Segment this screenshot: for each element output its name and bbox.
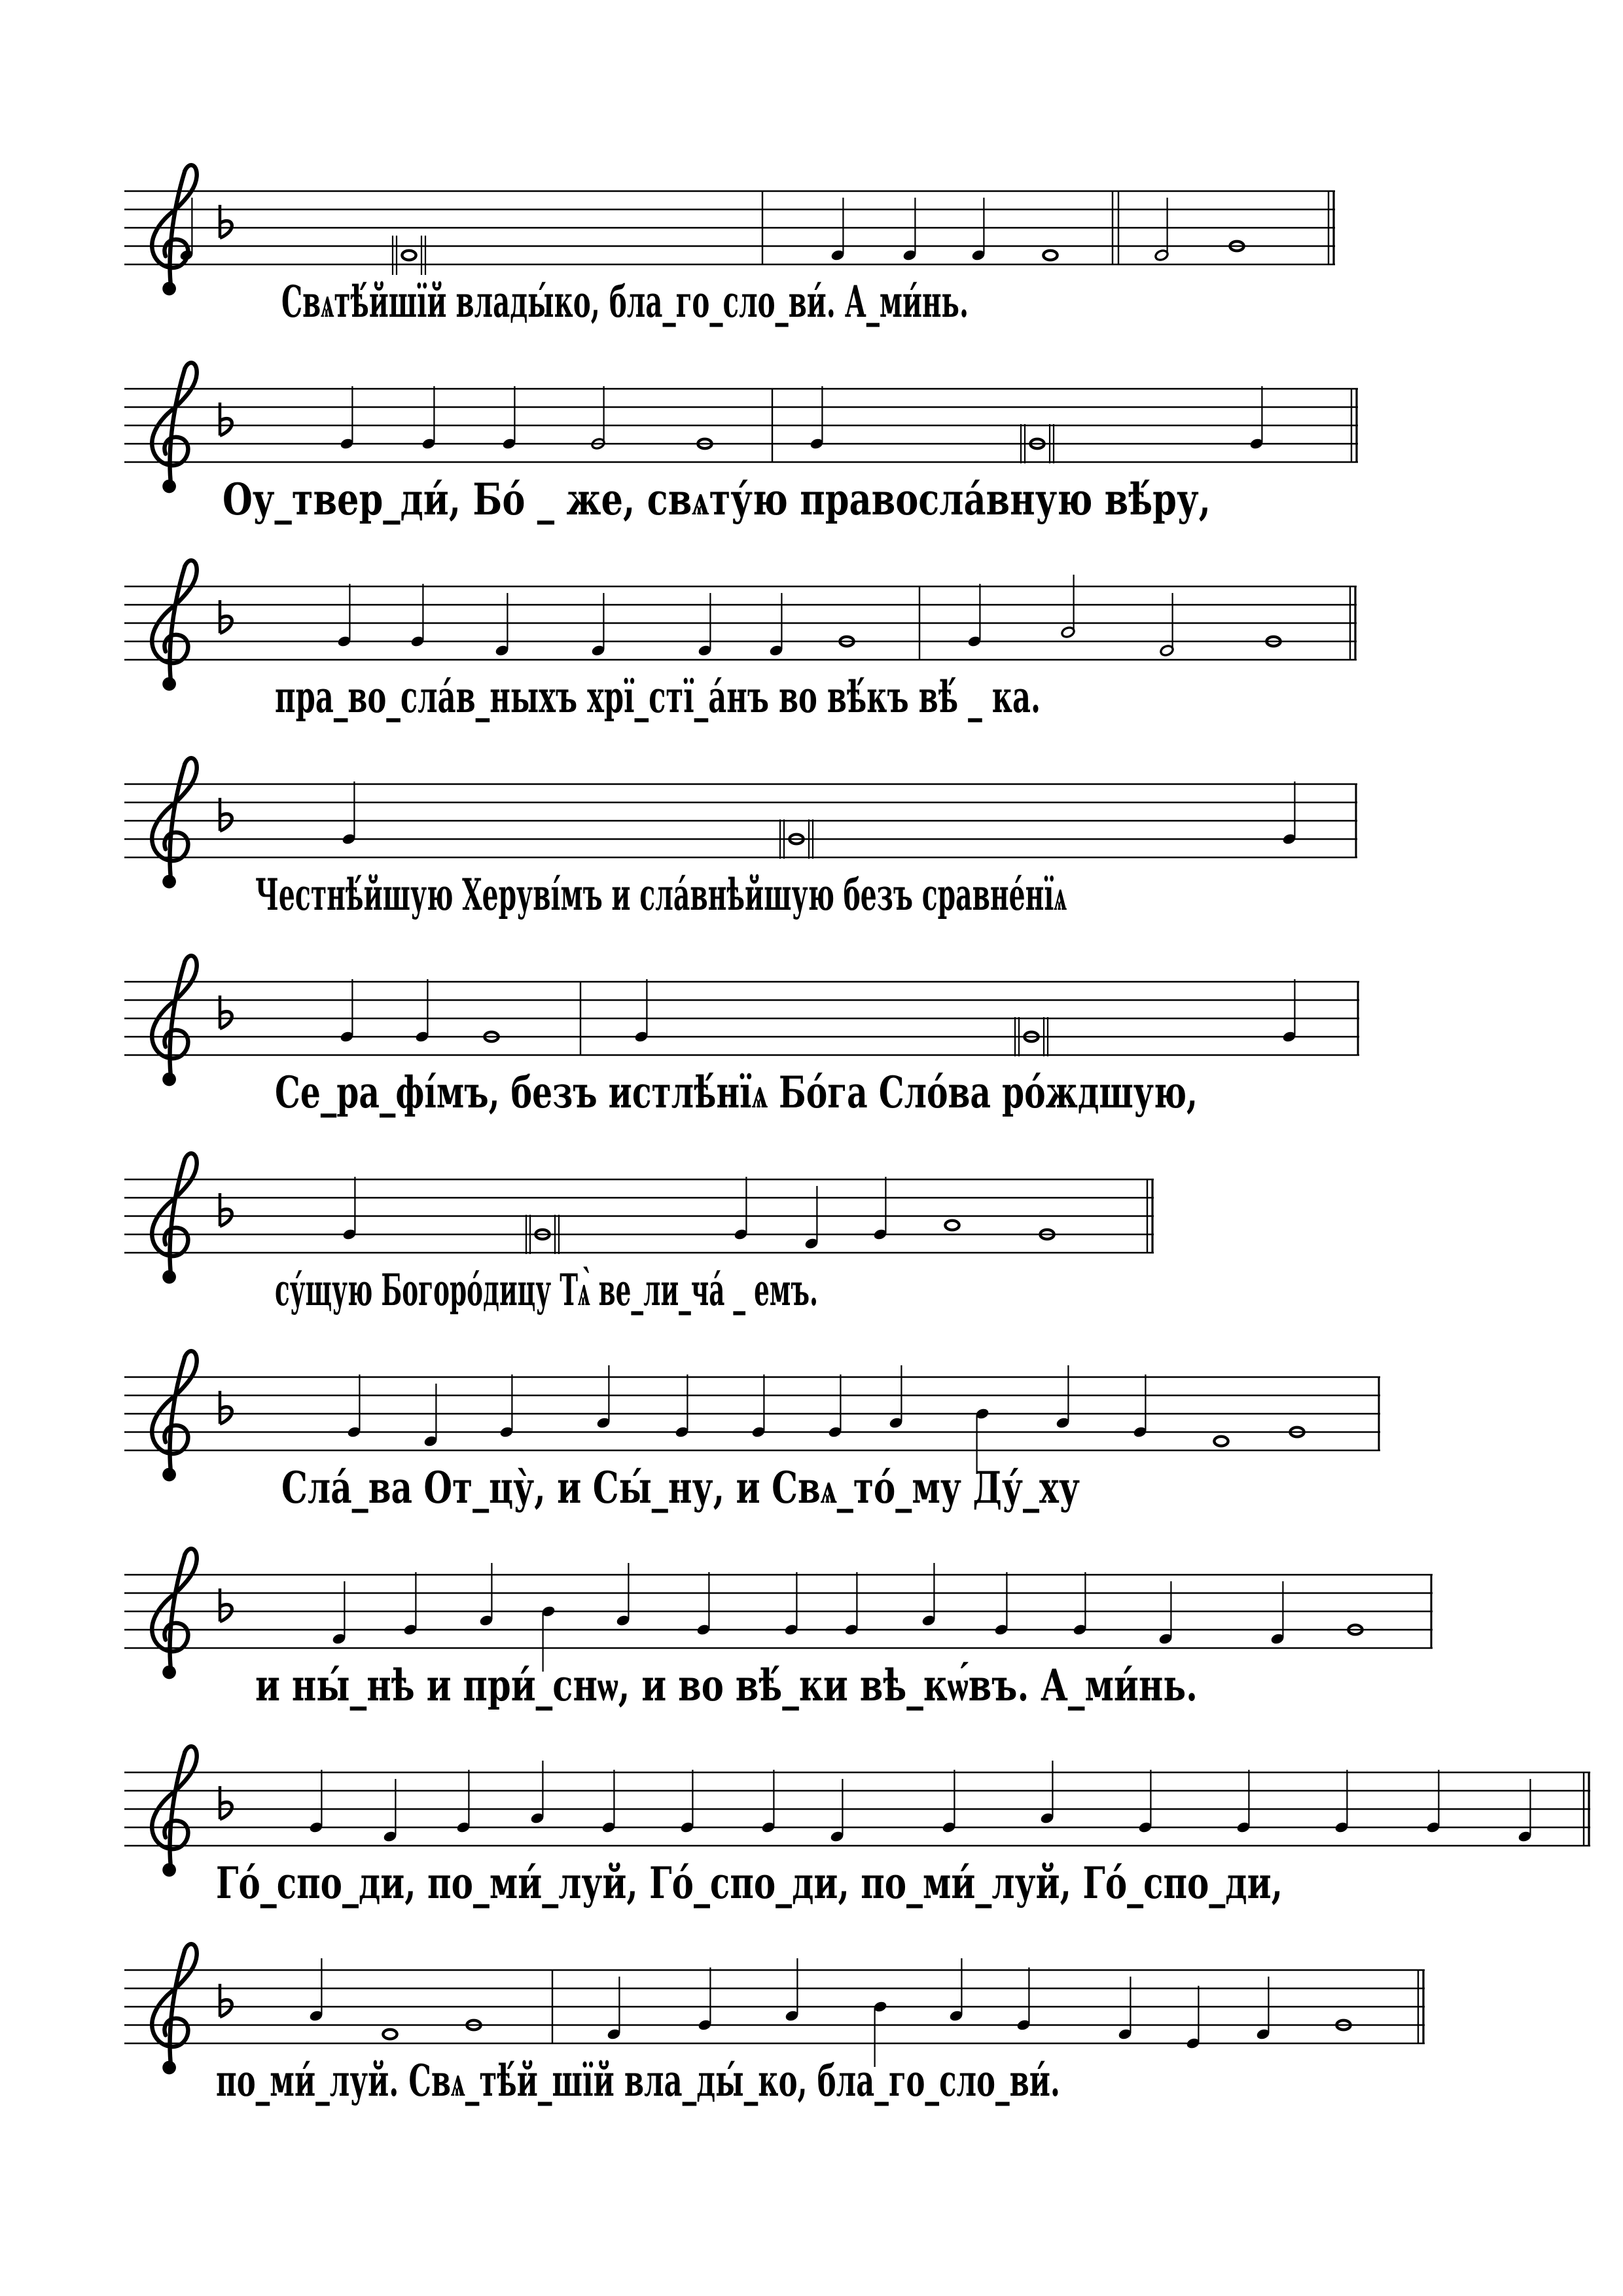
clef-stroke: [170, 1950, 185, 2067]
staff-system-2: [124, 363, 1358, 525]
flat-loop: [220, 1407, 232, 1424]
flat-loop: [220, 1209, 232, 1226]
treble-clef-icon: [152, 1746, 196, 1876]
treble-clef-icon: [152, 1351, 196, 1481]
treble-clef-icon: [152, 165, 196, 295]
treble-clef-icon: [152, 560, 196, 691]
clef-stroke: [170, 368, 185, 486]
treble-clef-icon: [152, 1153, 196, 1283]
flat-loop: [220, 1604, 232, 1621]
lyric-line-6: су́щую Богоро́дицу Тѧ̀ ве_ли_ча́ _ емъ.: [275, 1265, 818, 1316]
flat-loop: [220, 616, 232, 633]
clef-stroke: [170, 1752, 185, 1869]
flat-loop: [220, 1011, 232, 1028]
flat-loop: [220, 2000, 232, 2017]
clef-stroke: [170, 1159, 185, 1276]
lyric-line-8: и ны́_нѣ и при́_снѡ, и во вѣ́_ки вѣ_кѡ́въ. А_ми́нь.: [255, 1660, 1198, 1711]
clef-stroke: [170, 1554, 185, 1672]
clef-blob: [162, 1270, 176, 1284]
treble-clef-icon: [152, 956, 196, 1086]
recitation-note: [402, 251, 416, 260]
flat-loop: [220, 814, 232, 831]
flat-loop: [220, 418, 232, 435]
clef-blob: [162, 875, 176, 889]
clef-blob: [162, 480, 176, 493]
lyric-line-3: пра_во_сла́в_ныхъ хрї_стї_а́нъ во вѣ́къ вѣ́ _ ка.: [275, 672, 1041, 723]
flat-loop: [220, 1802, 232, 1819]
lyric-line-7: Сла́_ва От_цу̀, и Сы́_ну, и Свѧ_то́_му Ду́_ху: [281, 1462, 1080, 1513]
lyric-line-2: Оу_твер_ди́, Бо́ _ же, свѧту́ю правосла́вную вѣ́ру,: [223, 474, 1211, 525]
treble-clef-icon: [152, 1944, 196, 2074]
note-whole: [1214, 1437, 1228, 1446]
staff-system-3: [124, 560, 1357, 723]
clef-stroke: [170, 961, 185, 1079]
lyric-line-5: Се_ра_фі́мъ, безъ истлѣ́нїѧ Бо́га Сло́ва ро́ждшую,: [275, 1067, 1198, 1118]
lyric-line-4: Честнѣ́йшую Херуві́мъ и сла́внѣйшую безъ сравне́нїѧ: [255, 869, 1067, 920]
clef-blob: [162, 282, 176, 296]
staff-system-7: [124, 1351, 1380, 1513]
clef-blob: [162, 1863, 176, 1877]
clef-blob: [162, 1073, 176, 1086]
lyric-line-10: по_ми́_луй. Свѧ_тѣ́й_шїй вла_ды́_ко, бла_го_сло_ви́.: [216, 2055, 1060, 2106]
staff-system-1: [124, 165, 1335, 327]
clef-stroke: [170, 764, 185, 881]
staff-system-8: [124, 1549, 1433, 1711]
flat-loop: [220, 221, 232, 238]
note-whole: [1043, 251, 1057, 260]
treble-clef-icon: [152, 1549, 196, 1679]
staff-system-10: [124, 1944, 1425, 2106]
clef-stroke: [170, 566, 185, 683]
treble-clef-icon: [152, 363, 196, 493]
note-whole: [945, 1221, 959, 1230]
clef-blob: [162, 1666, 176, 1679]
staff-system-9: [124, 1746, 1590, 1909]
staff-system-6: [124, 1153, 1154, 1316]
clef-blob: [162, 1468, 176, 1482]
staff-system-4: [124, 758, 1357, 920]
treble-clef-icon: [152, 758, 196, 888]
note-whole: [383, 2030, 397, 2039]
staff-system-5: [124, 956, 1359, 1118]
lyric-line-1: Свѧтѣ́йшїй влады́ко, бла_го_сло_ви́. А_ми́нь.: [281, 276, 969, 327]
clef-blob: [162, 2061, 176, 2075]
clef-stroke: [170, 1357, 185, 1474]
lyric-line-9: Го́_спо_ди, по_ми́_луй, Го́_спо_ди, по_ми́_луй, Го́_спо_ди,: [216, 1857, 1283, 1909]
clef-stroke: [170, 171, 185, 288]
clef-blob: [162, 677, 176, 691]
